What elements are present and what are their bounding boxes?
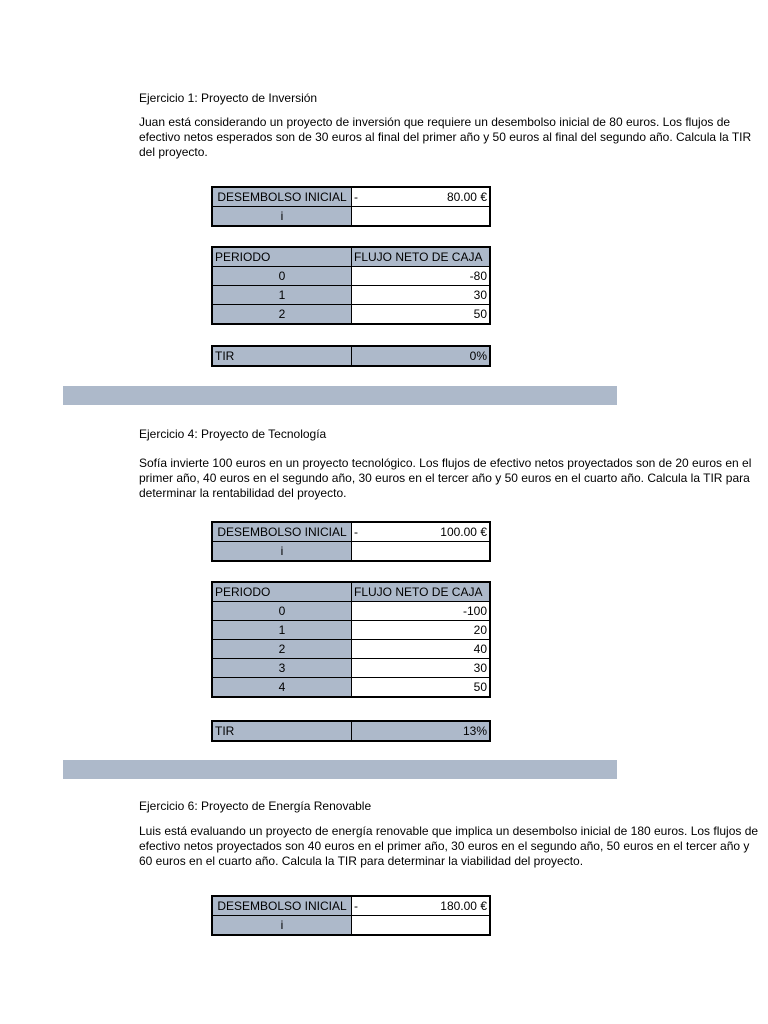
flujo-cell[interactable]: -80 <box>352 267 491 286</box>
periodo-cell[interactable]: 0 <box>212 602 352 621</box>
ex4-text-line: Sofía invierte 100 euros en un proyecto tecnológico. Los flujos de efectivo netos proyectados son de 20 euros en el <box>139 456 752 470</box>
i-value-cell[interactable] <box>352 207 491 227</box>
table-row <box>212 602 490 621</box>
tir-label-cell[interactable]: TIR <box>212 346 352 366</box>
i-label-cell[interactable]: i <box>212 207 352 227</box>
table-row <box>212 659 490 678</box>
i-label-cell[interactable]: i <box>212 916 352 936</box>
periodo-cell[interactable]: 2 <box>212 305 352 325</box>
ex6-text-line: 60 euros en el cuarto año. Calcula la TIR para determinar la viabilidad del proyecto. <box>139 854 584 868</box>
flujo-cell[interactable]: 20 <box>352 621 491 640</box>
flujo-header-cell[interactable]: FLUJO NETO DE CAJA <box>352 582 491 602</box>
ex1-text-line: del proyecto. <box>139 145 208 159</box>
ex1-flujos-table <box>211 246 491 325</box>
ex1-text-line: efectivo netos esperados son de 30 euros al final del primer año y 50 euros al final del segundo año. Calcula la TIR <box>139 130 752 144</box>
tir-label-cell[interactable]: TIR <box>212 721 352 741</box>
ex1-tir-table <box>211 345 491 367</box>
ex6-title: Ejercicio 6: Proyecto de Energía Renovable <box>139 799 372 813</box>
desembolso-label-cell[interactable]: DESEMBOLSO INICIAL <box>212 187 352 207</box>
i-label-cell[interactable]: i <box>212 542 352 562</box>
flujo-cell[interactable]: -100 <box>352 602 491 621</box>
i-value-cell[interactable] <box>352 542 491 562</box>
section-separator <box>63 760 617 779</box>
table-row <box>212 267 490 286</box>
ex1-title: Ejercicio 1: Proyecto de Inversión <box>139 91 318 105</box>
flujo-cell[interactable]: 30 <box>352 286 491 305</box>
periodo-cell[interactable]: 0 <box>212 267 352 286</box>
flujo-cell[interactable]: 40 <box>352 640 491 659</box>
periodo-cell[interactable]: 4 <box>212 678 352 698</box>
periodo-cell[interactable]: 1 <box>212 621 352 640</box>
desembolso-value-cell[interactable]: - 180.00 € <box>352 896 491 916</box>
table-row <box>212 621 490 640</box>
flujo-cell[interactable]: 50 <box>352 305 491 325</box>
ex4-text-line: primer año, 40 euros en el segundo año, 30 euros en el tercer año y 50 euros en el cuarto año. Calcula la TIR para <box>139 471 750 485</box>
periodo-header-cell[interactable]: PERIODO <box>212 247 352 267</box>
desembolso-value-cell[interactable]: - 80.00 € <box>352 187 491 207</box>
flujo-header-cell[interactable]: FLUJO NETO DE CAJA <box>352 247 491 267</box>
desembolso-label-cell[interactable]: DESEMBOLSO INICIAL <box>212 522 352 542</box>
ex4-desembolso-table <box>211 521 491 562</box>
desembolso-label-cell[interactable]: DESEMBOLSO INICIAL <box>212 896 352 916</box>
flujo-cell[interactable]: 30 <box>352 659 491 678</box>
periodo-cell[interactable]: 3 <box>212 659 352 678</box>
desembolso-value-cell[interactable]: - 100.00 € <box>352 522 491 542</box>
periodo-cell[interactable]: 1 <box>212 286 352 305</box>
ex4-text-line: determinar la rentabilidad del proyecto. <box>139 486 347 500</box>
ex1-text-line: Juan está considerando un proyecto de inversión que requiere un desembolso inicial de 80 euros. Los flujos de <box>139 115 731 129</box>
tir-value-cell[interactable]: 0% <box>352 346 491 366</box>
ex4-tir-table <box>211 720 491 742</box>
i-value-cell[interactable] <box>352 916 491 936</box>
periodo-header-cell[interactable]: PERIODO <box>212 582 352 602</box>
table-row <box>212 286 490 305</box>
ex4-title: Ejercicio 4: Proyecto de Tecnología <box>139 427 327 441</box>
ex6-desembolso-table <box>211 895 491 936</box>
ex1-desembolso-table <box>211 186 491 227</box>
ex4-flujos-table <box>211 581 491 698</box>
table-row <box>212 678 490 698</box>
table-row <box>212 305 490 325</box>
section-separator <box>63 386 617 405</box>
ex6-text-line: Luis está evaluando un proyecto de energía renovable que implica un desembolso inicial de 180 euros. Los flujos de <box>139 824 759 838</box>
ex6-text-line: efectivo netos proyectados son 40 euros en el primer año, 30 euros en el segundo año, 50 euros en el tercer año y <box>139 839 750 853</box>
table-row <box>212 640 490 659</box>
flujo-cell[interactable]: 50 <box>352 678 491 698</box>
tir-value-cell[interactable]: 13% <box>352 721 491 741</box>
periodo-cell[interactable]: 2 <box>212 640 352 659</box>
